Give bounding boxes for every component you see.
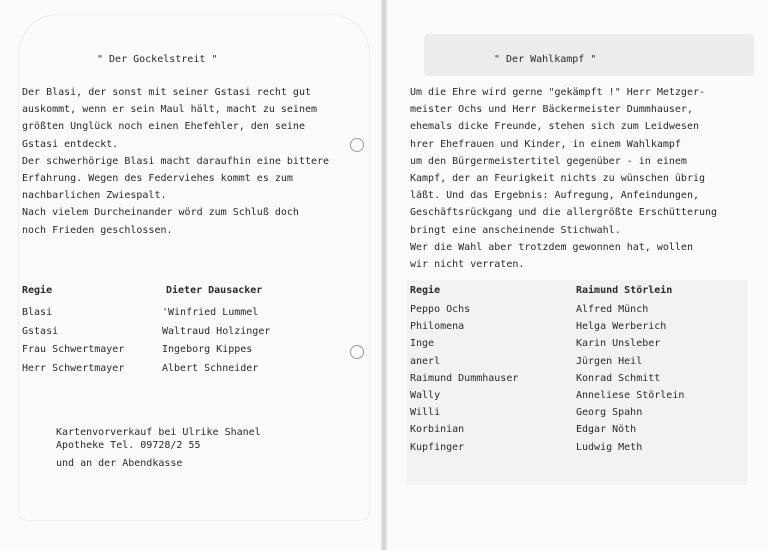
role-name: Korbinian	[410, 424, 465, 436]
role-name: Raimund Dummhauser	[410, 372, 519, 384]
right-roles-list	[410, 301, 518, 456]
role-name: Gstasi	[22, 325, 59, 337]
right-synopsis	[410, 84, 717, 273]
left-play-title: " Der Gockelstreit "	[97, 54, 218, 65]
synopsis-line: Gstasi entdeckt.	[22, 138, 119, 150]
synopsis-line: Wer die Wahl aber trotzdem gewonnen hat, wollen	[410, 241, 693, 253]
synopsis-line: Der schwerhörige Blasi macht daraufhin eine bittere	[22, 155, 330, 167]
synopsis-line: Erfahrung. Wegen des Federviehes kommt es zum	[22, 173, 293, 185]
actor-name: Alfred Münch	[576, 304, 649, 315]
role-name: Inge	[410, 338, 435, 350]
synopsis-line: noch Frieden geschlossen.	[22, 224, 173, 236]
role-name: Philomena	[410, 321, 465, 333]
synopsis-line: wir nicht verraten.	[410, 259, 525, 271]
actor-name: Karin Unsleber	[576, 338, 661, 350]
actor-name: Anneliese Störlein	[576, 389, 685, 401]
synopsis-line: um den Bürgermeistertitel gegenüber - in einem	[410, 155, 687, 167]
actor-name: Ludwig Meth	[576, 441, 643, 453]
role-name: Frau Schwertmayer	[22, 344, 125, 355]
right-director-name: Raimund Störlein	[576, 285, 673, 296]
punch-hole-lower	[350, 345, 364, 359]
synopsis-line: meister Ochs und Herr Bäckermeister Dummhauser,	[410, 104, 693, 116]
actor-name: Jürgen Heil	[576, 355, 643, 367]
role-name: anerl	[410, 355, 441, 367]
left-synopsis	[22, 84, 329, 239]
left-roles-list	[22, 304, 124, 378]
actor-name: Konrad Schmitt	[576, 372, 661, 384]
synopsis-line: größten Unglück noch einen Ehefehler, den seine	[22, 121, 305, 133]
ticket-presale-line: Kartenvorverkauf bei Ulrike Shanel	[56, 427, 261, 438]
synopsis-line: Geschäftsrückgang und die allergrößte Erschütterung	[410, 207, 718, 219]
synopsis-line: hrer Ehefrauen und Kinder, in einem Wahlkampf	[410, 138, 681, 150]
synopsis-line: nachbarlichen Zwiespalt.	[22, 190, 167, 202]
actor-name: Ingeborg Kippes	[162, 344, 253, 355]
actor-name: Waltraud Holzinger	[162, 325, 271, 337]
right-play-title: " Der Wahlkampf "	[494, 54, 597, 65]
role-name: Herr Schwertmayer	[22, 362, 125, 374]
left-director-name: Dieter Dausacker	[166, 285, 263, 296]
synopsis-line: Kampf, der an Feurigkeit nichts zu wünschen übrig	[410, 173, 706, 185]
ticket-boxoffice-line: und an der Abendkasse	[56, 458, 183, 469]
center-fold	[381, 0, 387, 550]
actor-name: Edgar Nöth	[576, 424, 637, 436]
role-name: Blasi	[22, 307, 53, 318]
ticket-phone-line: Apotheke Tel. 09728/2 55	[56, 440, 201, 451]
synopsis-line: Nach vielem Durcheinander wörd zum Schluß doch	[22, 207, 299, 219]
synopsis-line: Der Blasi, der sonst mit seiner Gstasi recht gut	[22, 87, 311, 98]
synopsis-line: auskommt, wenn er sein Maul hält, macht zu seinem	[22, 104, 318, 116]
synopsis-line: bringt eine anscheinende Stichwahl.	[410, 224, 621, 236]
right-actors-list	[576, 301, 684, 456]
left-actors-list	[162, 304, 270, 378]
actor-name: 'Winfried Lummel	[162, 307, 259, 318]
left-regie-label: Regie	[22, 285, 53, 296]
synopsis-line: läßt. Und das Ergebnis: Aufregung, Anfeindungen,	[410, 190, 699, 202]
right-regie-label: Regie	[410, 285, 441, 296]
role-name: Wally	[410, 389, 441, 401]
synopsis-line: ehemals dicke Freunde, stehen sich zum Leidwesen	[410, 121, 699, 133]
synopsis-line: Um die Ehre wird gerne "gekämpft !" Herr Metzger-	[410, 87, 706, 98]
actor-name: Albert Schneider	[162, 362, 259, 374]
actor-name: Georg Spahn	[576, 407, 643, 419]
role-name: Kupfinger	[410, 441, 465, 453]
role-name: Peppo Ochs	[410, 304, 471, 315]
role-name: Willi	[410, 407, 441, 419]
actor-name: Helga Werberich	[576, 321, 667, 333]
punch-hole-upper	[350, 138, 364, 152]
